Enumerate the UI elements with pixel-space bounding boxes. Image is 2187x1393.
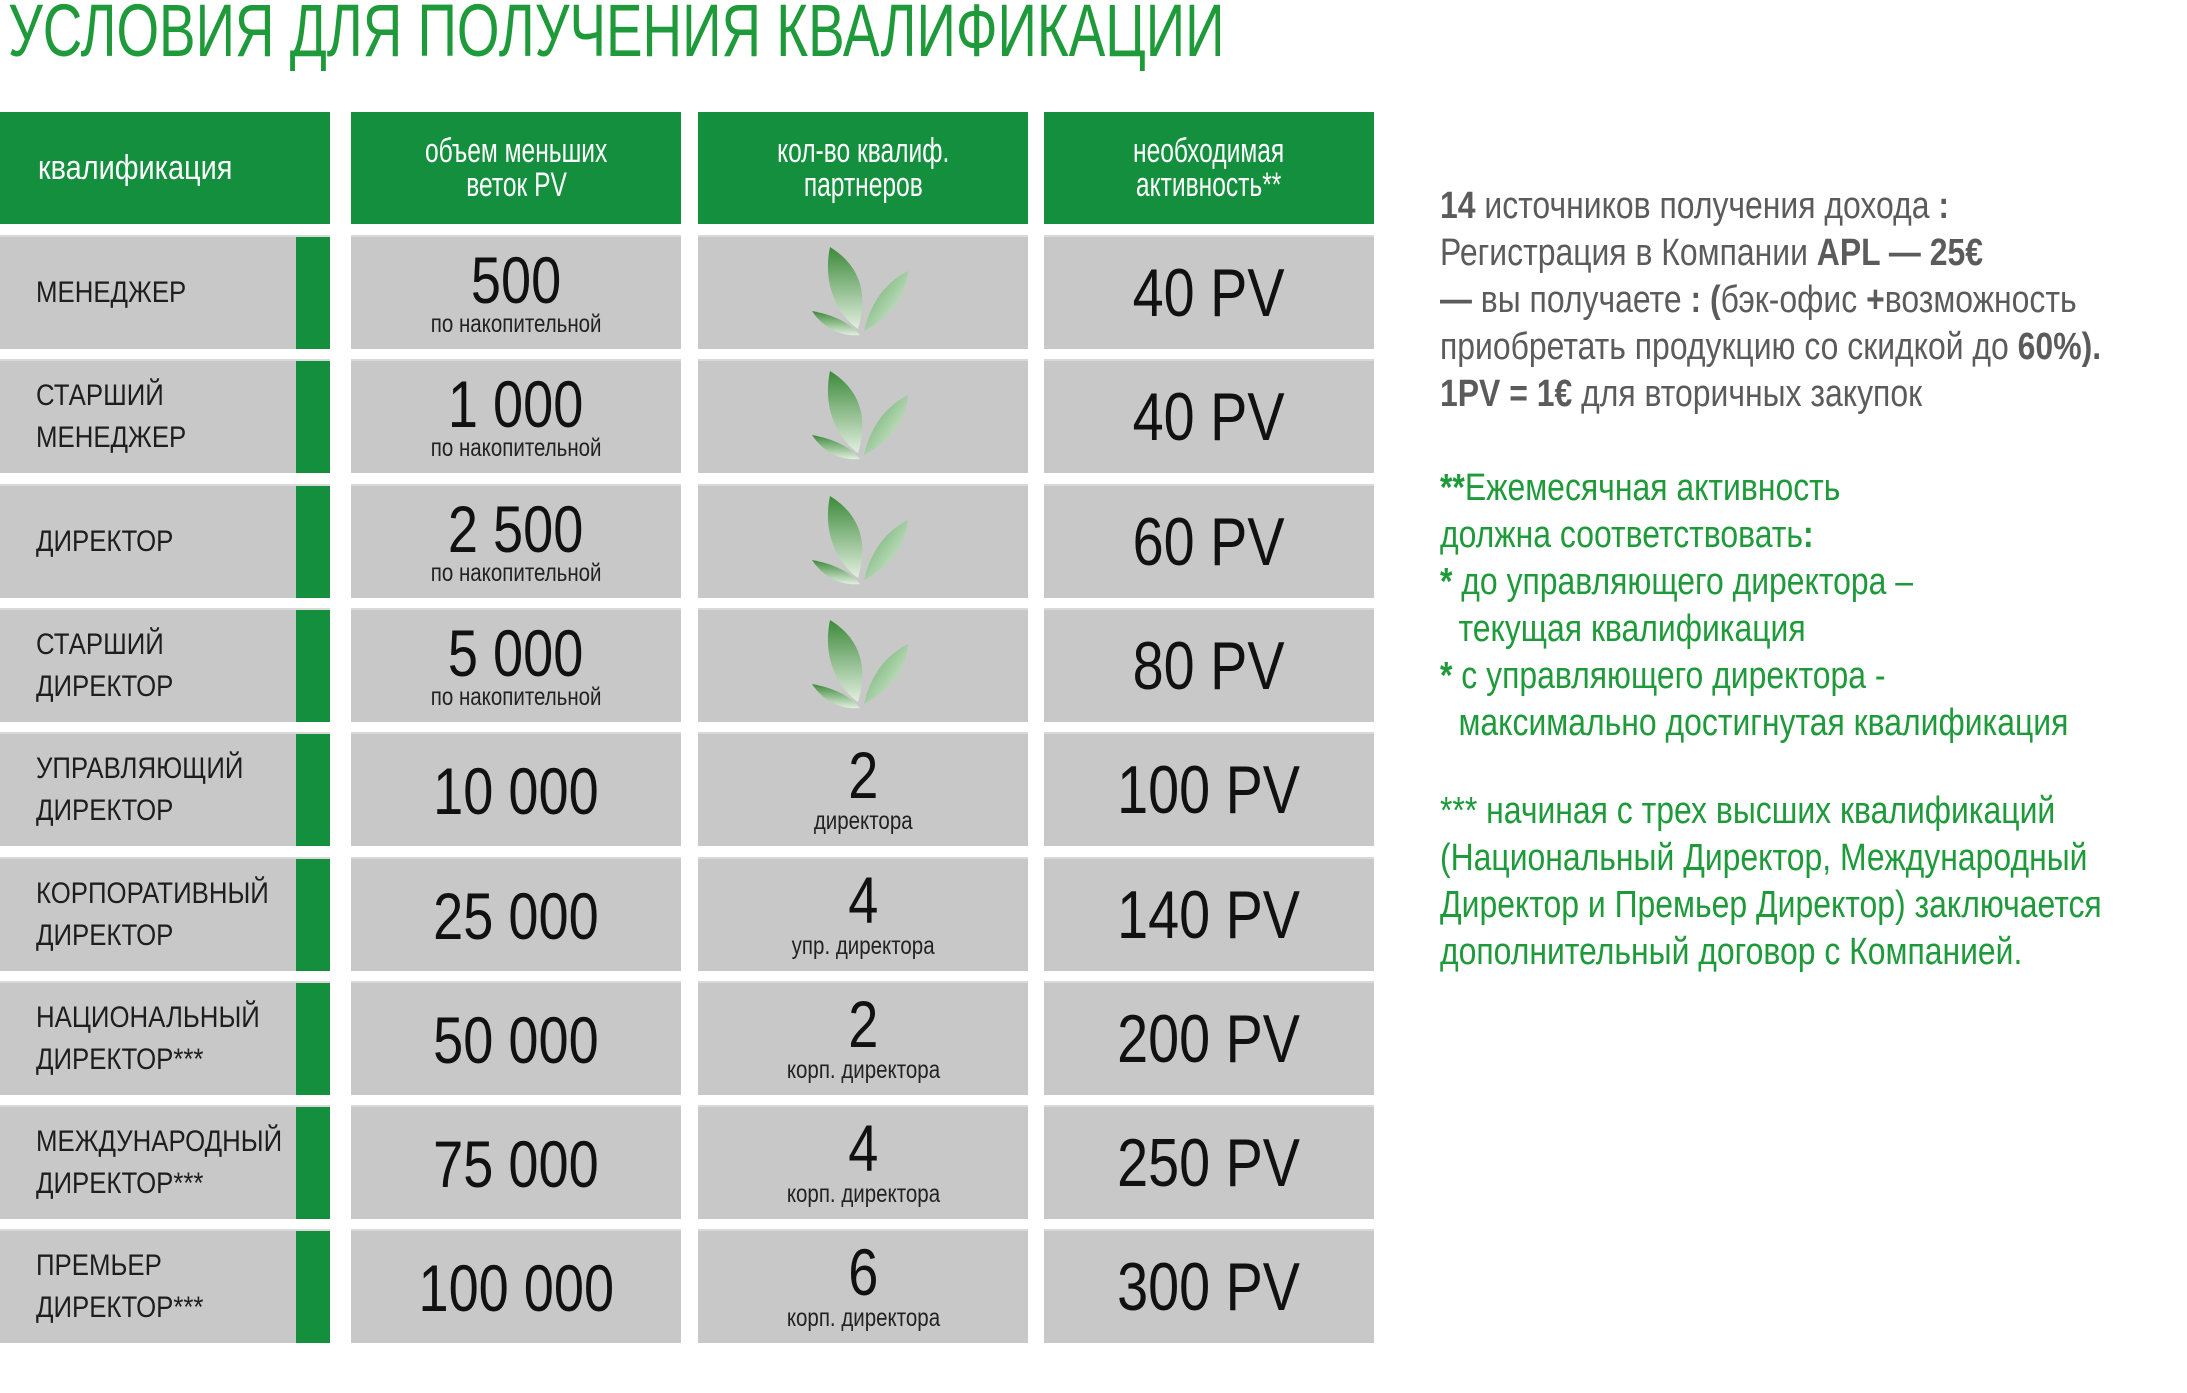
info-line	[1440, 559, 2068, 606]
volume-note	[351, 311, 681, 337]
info-line	[1440, 700, 2068, 747]
partners-count-text: 2	[847, 986, 879, 1061]
partners-count-text: 4	[847, 862, 879, 937]
activity-value	[1044, 503, 1374, 580]
info-text: Регистрация в Компании	[1440, 232, 1817, 274]
info-line	[1440, 653, 2068, 700]
activity-cell	[1044, 732, 1374, 846]
header-activity-text	[1120, 134, 1298, 202]
partners-count-text: 4	[847, 1111, 879, 1186]
volume-note	[351, 684, 681, 710]
partners-count-text: 2	[847, 738, 879, 813]
qualification-accent-bar	[296, 983, 330, 1095]
partners-note	[698, 808, 1028, 834]
info-text: должна соответствовать	[1440, 514, 1804, 556]
volume-value	[351, 1251, 681, 1326]
partners-note	[698, 1305, 1028, 1331]
info-line	[1440, 788, 2102, 835]
header-line: объем меньших	[424, 132, 608, 170]
activity-value	[1044, 1249, 1374, 1326]
info-text: возможность	[1884, 279, 2077, 321]
partners-count-text: 6	[847, 1235, 879, 1310]
partners-note-text: корп. директора	[786, 1304, 940, 1333]
qualification-accent-bar	[296, 610, 330, 722]
volume-cell	[351, 981, 681, 1095]
qualification-name	[36, 873, 307, 957]
activity-value-text: 250 PV	[1117, 1125, 1301, 1202]
partners-count	[698, 738, 1028, 813]
qualification-name-line: МЕНЕДЖЕР	[36, 421, 187, 455]
qualification-accent-bar	[296, 734, 330, 846]
header-line: партнеров	[803, 166, 923, 204]
info-text: источников получения дохода	[1475, 185, 1939, 227]
partners-count	[698, 862, 1028, 937]
volume-cell	[351, 732, 681, 846]
income-info	[1440, 183, 2187, 418]
info-text: с управляющего директора -	[1461, 655, 1886, 697]
qualification-accent-bar	[296, 361, 330, 473]
info-text: Ежемесячная активность	[1464, 467, 1841, 509]
info-line	[1440, 512, 2068, 559]
qualification-cell	[0, 235, 330, 349]
volume-cell	[351, 857, 681, 971]
activity-value	[1044, 627, 1374, 704]
qualification-cell	[0, 732, 330, 846]
volume-note-text: по накопительной	[430, 682, 602, 711]
volume-note	[351, 560, 681, 586]
qualification-name	[36, 997, 296, 1081]
header-line: активность**	[1136, 166, 1282, 204]
qualification-name-line: ДИРЕКТОР	[36, 794, 174, 828]
volume-value-text: 5 000	[448, 615, 584, 690]
volume-value	[351, 1002, 681, 1077]
partners-cell	[698, 732, 1028, 846]
partners-cell	[698, 608, 1028, 722]
activity-value-text: 60 PV	[1133, 503, 1285, 580]
partners-note-text: корп. директора	[786, 1055, 940, 1084]
info-text: Директор и Премьер Директор) заключается	[1440, 884, 2102, 926]
volume-cell	[351, 608, 681, 722]
info-line	[1440, 371, 2101, 418]
page-title: УСЛОВИЯ ДЛЯ ПОЛУЧЕНИЯ КВАЛИФИКАЦИИ	[8, 0, 1225, 72]
volume-value-text: 10 000	[433, 754, 599, 829]
activity-cell	[1044, 235, 1374, 349]
activity-value	[1044, 752, 1374, 829]
activity-value-text: 80 PV	[1133, 627, 1285, 704]
info-line	[1440, 183, 2101, 230]
volume-value	[351, 754, 681, 829]
header-qualification-text: квалификация	[38, 149, 233, 187]
qualification-name	[36, 1245, 231, 1329]
partners-note	[698, 1181, 1028, 1207]
header-partners	[698, 112, 1028, 224]
partners-count	[698, 986, 1028, 1061]
partners-note-text: корп. директора	[786, 1180, 940, 1209]
leaf-icon	[808, 245, 918, 341]
header-lesser-branches-text	[409, 134, 623, 202]
activity-value-text: 40 PV	[1133, 255, 1285, 331]
info-text: :	[1938, 185, 1949, 227]
info-text: 1PV = 1€	[1440, 373, 1573, 415]
qualification-name-line: ДИРЕКТОР	[36, 918, 174, 952]
info-text: *	[1440, 561, 1462, 603]
activity-value-text: 100 PV	[1117, 752, 1301, 829]
volume-value	[351, 491, 681, 566]
volume-value	[351, 367, 681, 442]
info-text: : (	[1690, 279, 1721, 321]
activity-note	[1440, 465, 2187, 747]
qualification-name-line: СТАРШИЙ	[36, 627, 164, 661]
info-text: приобретать продукцию со скидкой до	[1440, 326, 2018, 368]
header-partners-text	[762, 134, 965, 202]
partners-note	[698, 933, 1028, 959]
qualification-name-line: ПРЕМЬЕР	[36, 1249, 162, 1283]
qualification-name-line: МЕЖДУНАРОДНЫЙ	[36, 1125, 283, 1159]
volume-value-text: 1 000	[448, 367, 584, 442]
info-text: текущая квалификация	[1458, 608, 1806, 650]
info-text: бэк-офис	[1720, 279, 1867, 321]
volume-value-text: 75 000	[433, 1127, 599, 1202]
partners-count	[698, 1111, 1028, 1186]
activity-value	[1044, 1125, 1374, 1202]
partners-cell	[698, 1229, 1028, 1343]
activity-cell	[1044, 359, 1374, 473]
volume-value-text: 100 000	[418, 1251, 614, 1326]
info-text: для вторичных закупок	[1572, 373, 1923, 415]
qualification-name	[36, 272, 211, 314]
volume-note-text: по накопительной	[430, 558, 602, 587]
partners-count	[698, 1235, 1028, 1310]
qualification-name	[36, 375, 211, 459]
info-line	[1440, 606, 2068, 653]
activity-cell	[1044, 1105, 1374, 1219]
volume-value-text: 500	[470, 243, 562, 317]
partners-note-text: директора	[813, 807, 913, 836]
info-line	[1440, 882, 2102, 929]
info-text: *** начиная с трех высших квалификаций	[1440, 790, 2056, 832]
qualification-name-line: ДИРЕКТОР	[36, 524, 174, 558]
qualification-accent-bar	[296, 486, 330, 598]
activity-value-text: 140 PV	[1117, 876, 1301, 953]
info-text: 60%).	[2017, 326, 2102, 368]
partners-cell	[698, 235, 1028, 349]
info-text: —	[1440, 279, 1481, 321]
info-text: +	[1866, 279, 1885, 321]
info-text: дополнительный договор с Компанией.	[1440, 931, 2023, 973]
qualification-cell	[0, 1229, 330, 1343]
info-text: (Национальный Директор, Международный	[1440, 837, 2088, 879]
header-line: кол-во квалиф.	[776, 132, 950, 170]
qualification-name	[36, 521, 196, 563]
qualification-cell	[0, 857, 330, 971]
partners-cell	[698, 484, 1028, 598]
volume-value-text: 25 000	[433, 878, 599, 953]
volume-value-text: 2 500	[448, 491, 584, 566]
activity-value-text: 40 PV	[1133, 379, 1285, 456]
qualification-name-line: УПРАВЛЯЮЩИЙ	[36, 752, 244, 786]
activity-cell	[1044, 608, 1374, 722]
info-line	[1440, 835, 2102, 882]
partners-cell	[698, 1105, 1028, 1219]
qualification-accent-bar	[296, 237, 330, 349]
info-text: *	[1440, 655, 1462, 697]
qualification-accent-bar	[296, 1231, 330, 1343]
qualification-name-line: СТАРШИЙ	[36, 379, 164, 413]
header-line: необходимая	[1133, 132, 1285, 170]
volume-note-text: по накопительной	[430, 310, 602, 338]
header-lesser-branches	[351, 112, 681, 224]
volume-cell	[351, 1105, 681, 1219]
activity-cell	[1044, 857, 1374, 971]
info-text: максимально достигнутая квалификация	[1458, 702, 2069, 744]
volume-value	[351, 878, 681, 953]
info-text: **	[1440, 467, 1465, 509]
header-line: веток PV	[465, 166, 567, 204]
qualification-name-line: КОРПОРАТИВНЫЙ	[36, 876, 269, 910]
activity-value	[1044, 255, 1374, 331]
volume-cell	[351, 484, 681, 598]
qualification-name-line: ДИРЕКТОР***	[36, 1042, 204, 1076]
info-text: 14	[1440, 185, 1476, 227]
partners-cell	[698, 981, 1028, 1095]
activity-value	[1044, 1000, 1374, 1077]
info-text: вы получаете	[1480, 279, 1691, 321]
info-line	[1440, 465, 2068, 512]
info-text: до управляющего директора –	[1461, 561, 1914, 603]
qualification-name	[36, 624, 196, 708]
activity-value	[1044, 379, 1374, 456]
activity-cell	[1044, 1229, 1374, 1343]
qualification-cell	[0, 359, 330, 473]
partners-cell	[698, 857, 1028, 971]
qualification-name-line: МЕНЕДЖЕР	[36, 276, 187, 309]
leaf-icon	[808, 369, 918, 465]
qualification-cell	[0, 981, 330, 1095]
contract-note	[1440, 788, 2187, 976]
info-line	[1440, 324, 2101, 371]
info-line	[1440, 230, 2101, 277]
volume-cell	[351, 235, 681, 349]
volume-value	[351, 243, 681, 317]
info-line	[1440, 277, 2101, 324]
volume-note	[351, 435, 681, 461]
qualification-cell	[0, 1105, 330, 1219]
volume-cell	[351, 359, 681, 473]
qualification-cell	[0, 484, 330, 598]
info-text: APL — 25€	[1816, 232, 1983, 274]
partners-cell	[698, 359, 1028, 473]
qualification-cell	[0, 608, 330, 722]
volume-value	[351, 1127, 681, 1202]
info-text: :	[1803, 514, 1814, 556]
qualification-name-line: ДИРЕКТОР***	[36, 1291, 204, 1325]
leaf-icon	[808, 494, 918, 590]
qualification-name-line: ДИРЕКТОР	[36, 669, 174, 703]
header-activity	[1044, 112, 1374, 224]
activity-value-text: 300 PV	[1117, 1249, 1301, 1326]
activity-cell	[1044, 484, 1374, 598]
partners-note-text: упр. директора	[791, 931, 935, 960]
qualification-name	[36, 1121, 322, 1205]
qualification-name-line: ДИРЕКТОР***	[36, 1167, 204, 1201]
leaf-icon	[808, 618, 918, 714]
activity-cell	[1044, 981, 1374, 1095]
qualification-name	[36, 748, 277, 832]
header-qualification	[0, 112, 330, 224]
qualification-name-line: НАЦИОНАЛЬНЫЙ	[36, 1000, 260, 1034]
volume-note-text: по накопительной	[430, 434, 602, 463]
info-line	[1440, 929, 2102, 976]
partners-note	[698, 1057, 1028, 1083]
volume-value	[351, 615, 681, 690]
volume-cell	[351, 1229, 681, 1343]
activity-value-text: 200 PV	[1117, 1000, 1301, 1077]
activity-value	[1044, 876, 1374, 953]
volume-value-text: 50 000	[433, 1002, 599, 1077]
